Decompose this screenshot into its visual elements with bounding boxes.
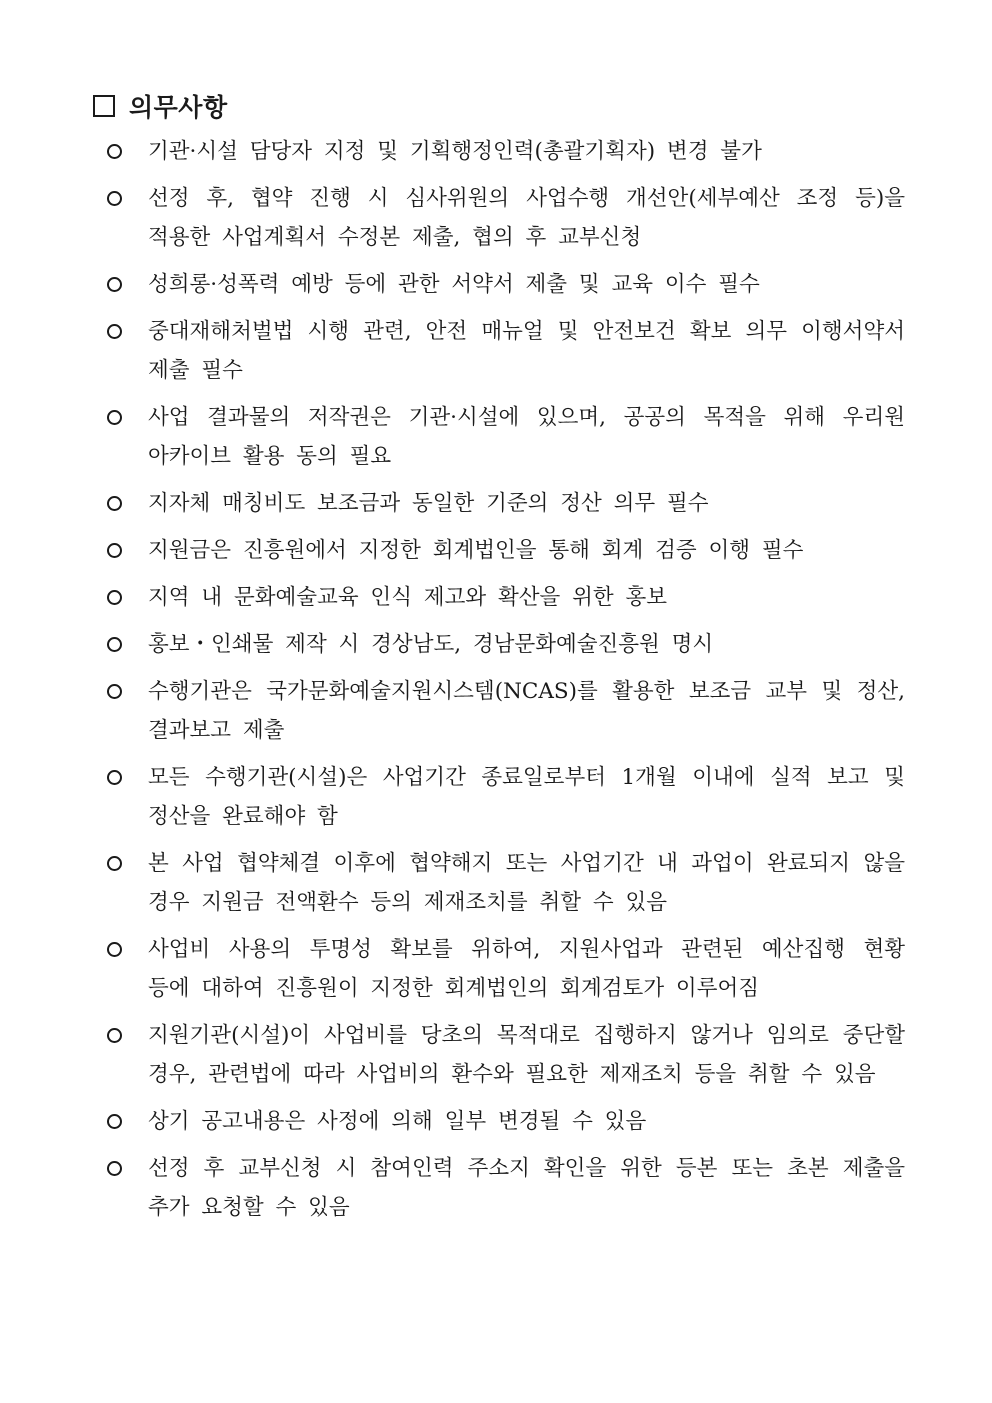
list-item-text: 수행기관은 국가문화예술지원시스템(NCAS)를 활용한 보조금 교부 및 정산, 결과보고 제출 <box>148 679 905 743</box>
circle-bullet-icon <box>107 770 122 785</box>
list-item-text: 모든 수행기관(시설)은 사업기간 종료일로부터 1개월 이내에 실적 보고 및 정산을 완료해야 함 <box>148 765 905 829</box>
circle-bullet-icon <box>107 1028 122 1043</box>
list-item <box>105 179 905 257</box>
list-item-text: 지원금은 진흥원에서 지정한 회계법인을 통해 회계 검증 이행 필수 <box>148 538 804 563</box>
circle-bullet-icon <box>107 277 122 292</box>
section-title: 의무사항 <box>129 93 228 122</box>
list-item-text: 중대재해처벌법 시행 관련, 안전 매뉴얼 및 안전보건 확보 의무 이행서약서 제출 필수 <box>148 319 905 383</box>
list-item-text: 성희롱·성폭력 예방 등에 관한 서약서 제출 및 교육 이수 필수 <box>148 272 760 297</box>
list-item-text: 사업비 사용의 투명성 확보를 위하여, 지원사업과 관련된 예산집행 현황 등에 대하여 진흥원이 지정한 회계법인의 회계검토가 이루어짐 <box>148 937 905 1001</box>
list-item <box>105 1149 905 1227</box>
section-heading <box>93 88 228 124</box>
list-item <box>105 1016 905 1094</box>
list-item <box>105 758 905 836</box>
list-item <box>105 672 905 750</box>
circle-bullet-icon <box>107 684 122 699</box>
list-item-text: 기관·시설 담당자 지정 및 기획행정인력(총괄기획자) 변경 불가 <box>148 139 762 164</box>
list-item <box>105 1102 905 1141</box>
circle-bullet-icon <box>107 1161 122 1176</box>
checkbox-square-icon <box>93 95 115 117</box>
list-item-text: 선정 후, 협약 진행 시 심사위원의 사업수행 개선안(세부예산 조정 등)을 적용한 사업계획서 수정본 제출, 협의 후 교부신청 <box>148 186 905 250</box>
circle-bullet-icon <box>107 1114 122 1129</box>
list-item-text: 본 사업 협약체결 이후에 협약해지 또는 사업기간 내 과업이 완료되지 않을 경우 지원금 전액환수 등의 제재조치를 취할 수 있음 <box>148 851 905 915</box>
list-item-text: 홍보・인쇄물 제작 시 경상남도, 경남문화예술진흥원 명시 <box>148 632 714 657</box>
circle-bullet-icon <box>107 856 122 871</box>
obligations-list <box>105 132 905 1235</box>
list-item <box>105 132 905 171</box>
circle-bullet-icon <box>107 637 122 652</box>
circle-bullet-icon <box>107 590 122 605</box>
circle-bullet-icon <box>107 191 122 206</box>
list-item-text: 지역 내 문화예술교육 인식 제고와 확산을 위한 홍보 <box>148 585 667 610</box>
list-item <box>105 265 905 304</box>
circle-bullet-icon <box>107 144 122 159</box>
list-item-text: 사업 결과물의 저작권은 기관·시설에 있으며, 공공의 목적을 위해 우리원 아카이브 활용 동의 필요 <box>148 405 905 469</box>
list-item <box>105 312 905 390</box>
list-item <box>105 398 905 476</box>
list-item-text: 상기 공고내용은 사정에 의해 일부 변경될 수 있음 <box>148 1109 647 1134</box>
list-item-text: 선정 후 교부신청 시 참여인력 주소지 확인을 위한 등본 또는 초본 제출을 추가 요청할 수 있음 <box>148 1156 905 1220</box>
circle-bullet-icon <box>107 410 122 425</box>
list-item <box>105 930 905 1008</box>
list-item <box>105 484 905 523</box>
list-item-text: 지자체 매칭비도 보조금과 동일한 기준의 정산 의무 필수 <box>148 491 709 516</box>
circle-bullet-icon <box>107 324 122 339</box>
circle-bullet-icon <box>107 543 122 558</box>
list-item <box>105 625 905 664</box>
list-item <box>105 844 905 922</box>
circle-bullet-icon <box>107 496 122 511</box>
list-item <box>105 531 905 570</box>
list-item-text: 지원기관(시설)이 사업비를 당초의 목적대로 집행하지 않거나 임의로 중단할 경우, 관련법에 따라 사업비의 환수와 필요한 제재조치 등을 취할 수 있음 <box>148 1023 905 1087</box>
circle-bullet-icon <box>107 942 122 957</box>
list-item <box>105 578 905 617</box>
